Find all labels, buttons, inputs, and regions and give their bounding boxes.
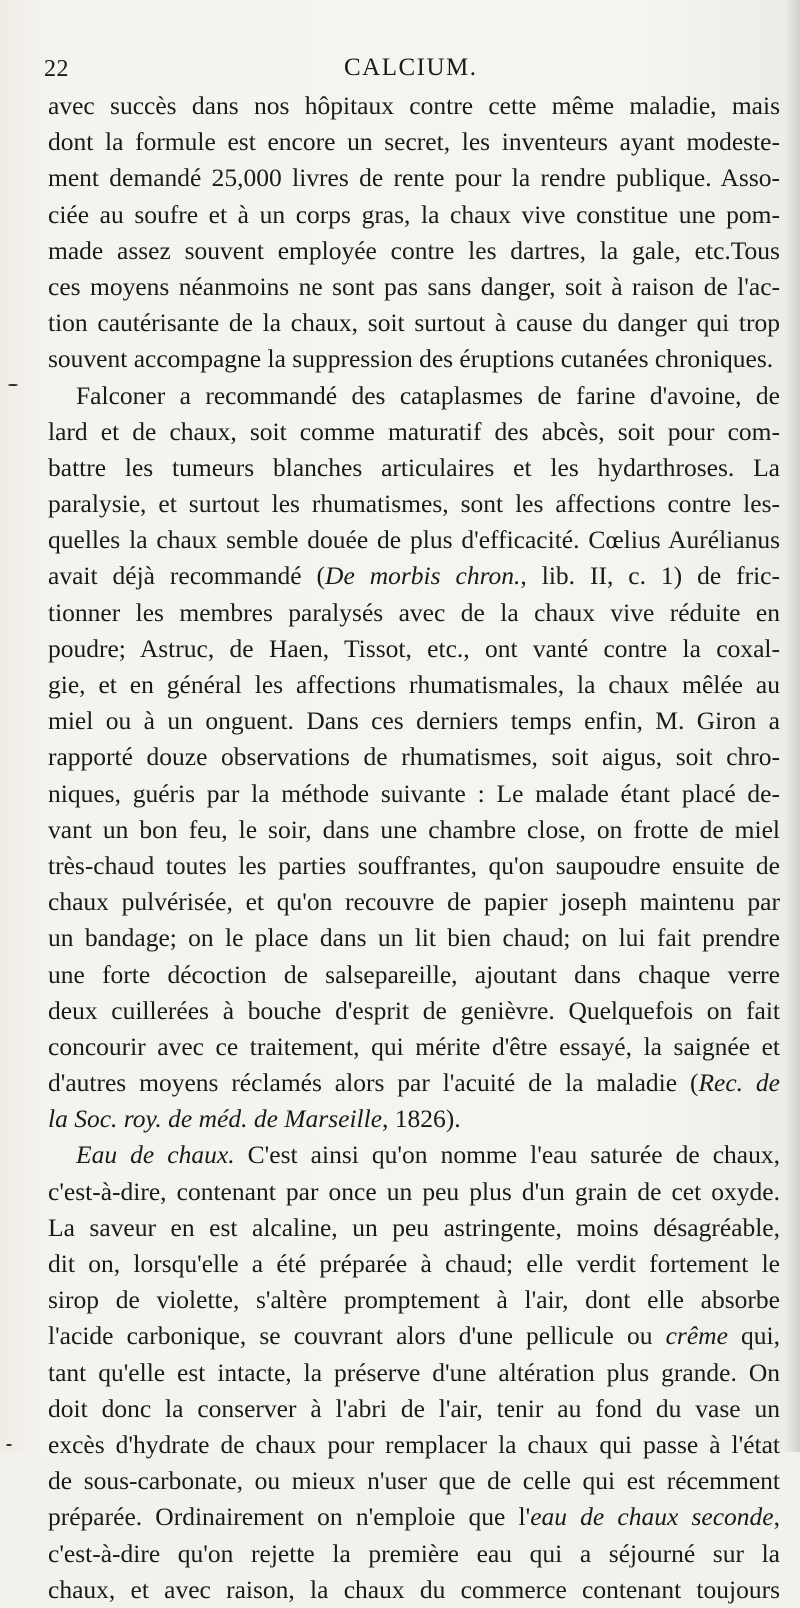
italic-text: De morbis chron. [325, 561, 521, 591]
text-run: l'acide carbonique, se couvrant alors d'une pellicule ou [48, 1321, 666, 1351]
text-run: excès d'hydrate de chaux pour remplacer la chaux qui passe à l'état [48, 1429, 780, 1459]
text-line [48, 1536, 780, 1572]
text-run: quelles la chaux semble douée de plus d'efficacité. Cœlius Aurélianus [48, 525, 780, 555]
text-line [48, 957, 780, 993]
text-line [48, 197, 780, 233]
italic-text: la Soc. roy. de méd. de Marseille [48, 1104, 383, 1134]
text-line [48, 776, 780, 812]
text-run: ces moyens néanmoins ne sont pas sans danger, soit à raison de l'ac- [48, 271, 780, 301]
text-run: préparée. Ordinairement on n'emploie que l' [48, 1502, 531, 1532]
text-run: avait déjà recommandé ( [48, 561, 326, 591]
text-run: c'est-à-dire, contenant par once un peu plus d'un grain de cet oxyde. [48, 1176, 780, 1206]
text-run: paralysie, et surtout les rhumatismes, sont les affections contre les- [48, 489, 780, 519]
text-run: doit donc la conserver à l'abri de l'air, tenir au fond du vase un [48, 1393, 780, 1423]
text-run: C'est ainsi qu'on nomme l'eau saturée de chaux, [234, 1140, 780, 1170]
text-run: une forte décoction de salsepareille, ajoutant dans chaque verre [48, 959, 780, 989]
text-line [48, 920, 780, 956]
running-head: CALCIUM. [344, 54, 478, 81]
text-line [48, 1391, 780, 1427]
text-line [48, 341, 780, 377]
text-line [48, 486, 780, 522]
italic-text: Eau de chaux. [76, 1140, 235, 1170]
text-run: miel ou à un onguent. Dans ces derniers temps enfin, M. Giron a [48, 706, 780, 736]
text-line [48, 88, 780, 124]
text-run: d'autres moyens réclamés alors par l'acuité de la maladie ( [48, 1068, 699, 1098]
text-run: vant un bon feu, le soir, dans une chambre close, on frotte de miel [48, 814, 780, 844]
text-line [48, 269, 780, 305]
text-line [48, 1282, 780, 1318]
text-line [48, 522, 780, 558]
text-line [48, 1065, 780, 1101]
text-run: dit on, lorsqu'elle a été préparée à chaud; elle verdit fortement le [48, 1249, 780, 1278]
text-line [48, 993, 780, 1029]
text-line [48, 1427, 780, 1463]
text-line [48, 1137, 780, 1173]
text-line [48, 233, 780, 269]
ink-speck [8, 384, 18, 386]
text-line [48, 1463, 780, 1499]
text-line [48, 414, 780, 450]
text-run: rapporté douze observations de rhumatismes, soit aigus, soit chro- [48, 742, 780, 772]
text-run: chaux pulvérisée, et qu'on recouvre de papier joseph maintenu par [48, 887, 780, 917]
text-run: c'est-à-dire qu'on rejette la première eau qui a séjourné sur la [48, 1538, 780, 1568]
italic-text: Rec. de [698, 1068, 780, 1098]
text-run: lard et de chaux, soit comme maturatif des abcès, soit pour com- [48, 416, 780, 446]
text-run: battre les tumeurs blanches articulaires et les hydarthroses. La [48, 452, 780, 482]
text-line [48, 378, 780, 414]
text-run: La saveur en est alcaline, un peu astringente, moins désagréable, [48, 1212, 780, 1242]
text-run: chaux, et avec raison, la chaux du commerce contenant toujours [48, 1574, 780, 1604]
text-run: dont la formule est encore un secret, les inventeurs ayant modeste- [48, 127, 780, 157]
text-run: niques, guéris par la méthode suivante : Le malade étant placé de- [48, 778, 780, 808]
text-run: deux cuillerées à bouche d'esprit de genièvre. Quelquefois on fait [48, 995, 780, 1025]
text-line [48, 1499, 780, 1535]
text-line [48, 667, 780, 703]
text-line [48, 703, 780, 739]
ink-speck [6, 1444, 12, 1446]
text-line [48, 812, 780, 848]
text-run: avec succès dans nos hôpitaux contre cette même maladie, mais [48, 91, 780, 120]
text-line [48, 1101, 780, 1137]
text-run: qui, [727, 1321, 780, 1351]
text-line [48, 848, 780, 884]
italic-text: eau de chaux seconde [530, 1502, 774, 1532]
page-number: 22 [44, 56, 69, 82]
text-line [48, 124, 780, 160]
text-run: made assez souvent employée contre les dartres, la gale, etc.Tous [48, 235, 780, 265]
text-run: souvent accompagne la suppression des éruptions cutanées chroniques. [48, 344, 774, 374]
text-line [48, 595, 780, 631]
body-text [48, 88, 780, 1608]
text-run: poudre; Astruc, de Haen, Tissot, etc., ont vanté contre la coxal- [48, 633, 780, 663]
text-run: , [773, 1502, 780, 1532]
text-line [48, 1246, 780, 1282]
text-run: , 1826). [382, 1104, 461, 1134]
text-line [48, 1355, 780, 1391]
text-line [48, 1318, 780, 1354]
text-line [48, 1029, 780, 1065]
page-header [44, 52, 774, 92]
text-run: gie, et en général les affections rhumatismales, la chaux mêlée au [48, 670, 780, 699]
text-line [48, 1572, 780, 1608]
text-run: tionner les membres paralysés avec de la chaux vive réduite en [48, 597, 780, 627]
text-line [48, 1174, 780, 1210]
text-run: un bandage; on le place dans un lit bien chaud; on lui fait prendre [48, 923, 780, 953]
text-line [48, 558, 780, 594]
text-line [48, 884, 780, 920]
text-run: très-chaud toutes les parties souffrantes, qu'on saupoudre ensuite de [48, 850, 780, 880]
text-run: Falconer a recommandé des cataplasmes de farine d'avoine, de [76, 380, 780, 410]
text-run: sirop de violette, s'altère promptement à l'air, dont elle absorbe [48, 1285, 780, 1315]
text-run: ciée au soufre et à un corps gras, la chaux vive constitue une pom- [48, 199, 780, 229]
text-run: ment demandé 25,000 livres de rente pour la rendre publique. Asso- [48, 163, 780, 193]
page-edge-shadow [786, 0, 800, 1452]
italic-text: crême [665, 1321, 728, 1351]
text-line [48, 450, 780, 486]
text-line [48, 739, 780, 775]
text-run: de sous-carbonate, ou mieux n'user que de celle qui est récemment [48, 1466, 780, 1496]
text-run: tion cautérisante de la chaux, soit surtout à cause du danger qui trop [48, 308, 780, 338]
text-line [48, 305, 780, 341]
text-line [48, 160, 780, 196]
text-line [48, 1210, 780, 1246]
text-run: tant qu'elle est intacte, la préserve d'une altération plus grande. On [48, 1357, 780, 1387]
text-run: concourir avec ce traitement, qui mérite d'être essayé, la saignée et [48, 1031, 780, 1061]
text-line [48, 631, 780, 667]
text-run: , lib. II, c. 1) de fric- [520, 561, 780, 591]
